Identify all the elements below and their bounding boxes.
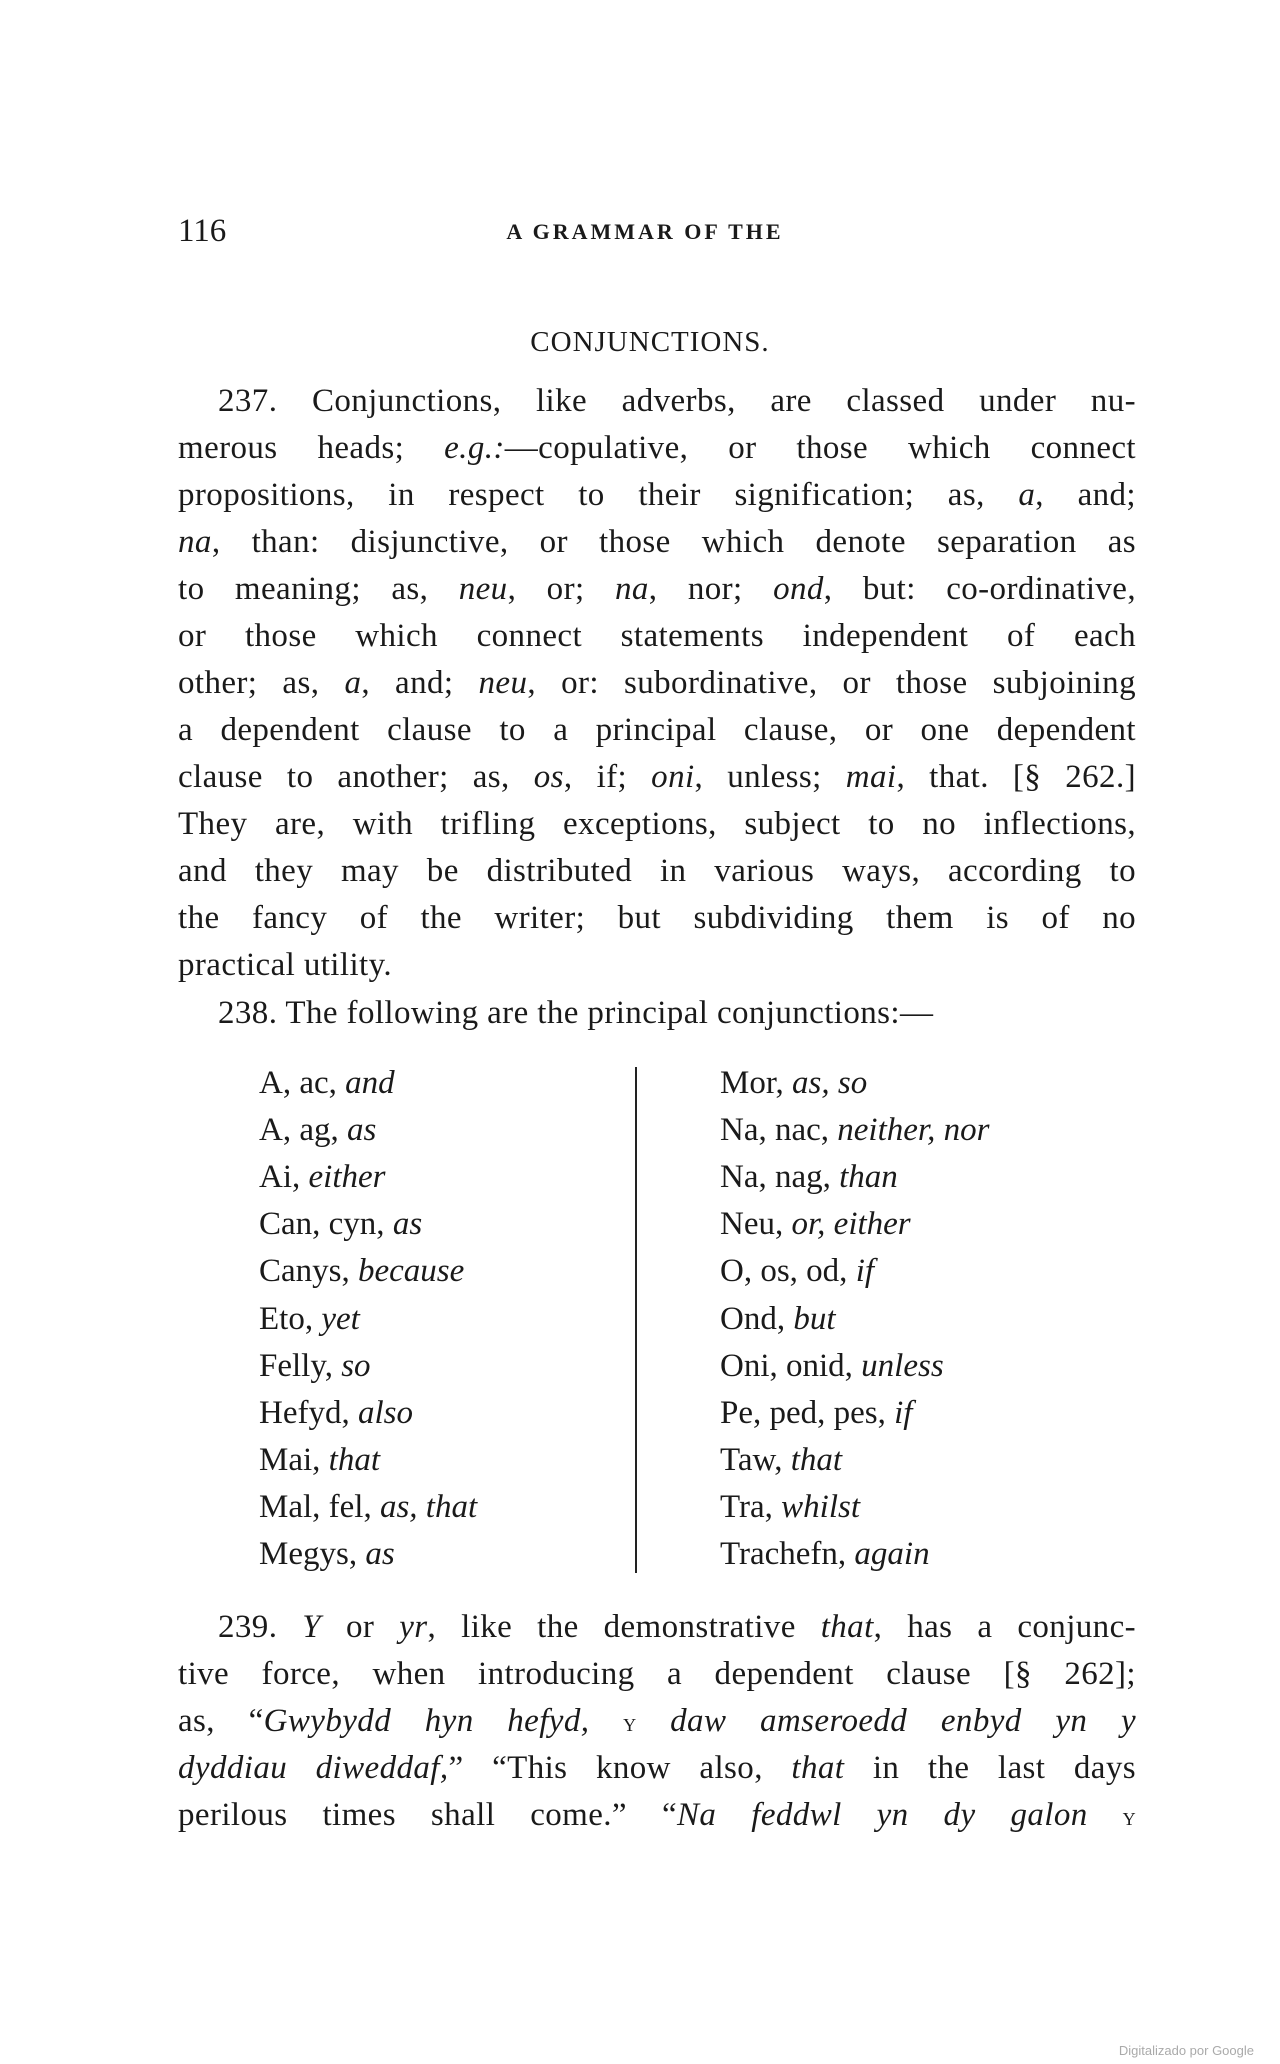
text-segment: Pe, ped, pes, <box>720 1394 895 1431</box>
italic-text: as <box>365 1536 395 1572</box>
italic-text: neu <box>458 571 508 607</box>
text-segment: tive force, when introducing a dependent clause [§ 262]; <box>178 1656 1136 1692</box>
text-segment: O, os, od, <box>720 1253 856 1290</box>
text-line <box>178 472 1136 519</box>
italic-text: a <box>1018 477 1036 513</box>
text-segment: —copulative, or those which connect <box>504 430 1136 466</box>
text-line <box>178 707 1136 754</box>
italic-text: or, either <box>791 1206 911 1243</box>
section-title: CONJUNCTIONS. <box>530 326 770 358</box>
text-segment: Trachefn, <box>720 1536 855 1572</box>
italic-text: na <box>178 524 212 560</box>
text-segment: They are, with trifling exceptions, subject to no inflections, <box>178 806 1136 842</box>
text-segment: ” “This know also, <box>448 1750 792 1786</box>
text-segment: Oni, onid, <box>720 1347 862 1384</box>
italic-text: Na feddwl yn dy galon <box>677 1797 1088 1833</box>
text-segment: , or; <box>507 571 615 607</box>
italic-text: either <box>308 1159 386 1196</box>
text-segment: Canys, <box>259 1253 358 1290</box>
italic-text: Y <box>302 1609 322 1645</box>
italic-text: that <box>328 1441 381 1478</box>
text-segment: , nor; <box>648 571 774 607</box>
italic-text: that <box>790 1441 843 1478</box>
text-segment: Tra, <box>720 1488 782 1525</box>
italic-text: os <box>533 759 564 795</box>
text-segment: , and; <box>361 665 479 701</box>
text-segment: Mal, fel, <box>259 1488 380 1525</box>
italic-text: and <box>345 1065 395 1101</box>
italic-text: ond <box>773 571 824 607</box>
text-segment: Eto, <box>259 1300 322 1337</box>
text-segment: clause to another; as, <box>178 759 534 795</box>
text-segment: y <box>1122 1802 1136 1831</box>
text-segment <box>636 1703 670 1739</box>
page-number: 116 <box>178 213 227 249</box>
text-line <box>218 378 1136 425</box>
text-segment: propositions, in respect to their signification; as, <box>178 477 1019 513</box>
text-segment: Hefyd, <box>259 1394 358 1431</box>
text-segment: , unless; <box>694 759 846 795</box>
text-segment <box>589 1703 623 1739</box>
text-segment: , if; <box>563 759 652 795</box>
text-segment: y <box>623 1708 637 1737</box>
text-segment: the fancy of the writer; but subdividing them is of no <box>178 900 1136 936</box>
text-segment: Ai, <box>259 1159 309 1196</box>
text-segment: A, ac, <box>259 1065 346 1101</box>
text-segment: or <box>321 1609 400 1645</box>
italic-text: a <box>344 665 362 701</box>
text-segment: , that. [§ 262.] <box>896 759 1136 795</box>
text-line <box>178 895 1136 942</box>
italic-text: if <box>855 1253 875 1290</box>
text-segment: Can, cyn, <box>259 1206 393 1243</box>
italic-text: dyddiau diweddaf, <box>178 1750 449 1786</box>
text-line <box>178 1792 1136 1839</box>
text-segment: Ond, <box>720 1300 794 1337</box>
conjunction-entry <box>259 1107 376 1154</box>
italic-text: yr <box>399 1609 428 1645</box>
text-segment: Mai, <box>259 1441 329 1478</box>
conjunction-entry <box>259 1531 395 1578</box>
text-line <box>178 660 1136 707</box>
digitization-watermark: Digitalizado por Google <box>1118 2043 1254 2058</box>
text-segment: , has a conjunc- <box>873 1609 1137 1645</box>
italic-text: as, so <box>792 1065 868 1101</box>
italic-text: neu <box>478 665 528 701</box>
text-segment: 237. Conjunctions, like adverbs, are classed under nu- <box>218 383 1136 419</box>
text-segment: , than: disjunctive, or those which denote separation as <box>211 524 1136 560</box>
conjunction-entry <box>720 1248 874 1295</box>
conjunction-entry <box>259 1390 413 1437</box>
conjunction-entry <box>259 1060 395 1107</box>
conjunction-entry <box>720 1107 989 1154</box>
italic-text: that <box>791 1750 845 1786</box>
text-segment: Felly, <box>259 1347 342 1384</box>
conjunction-entry <box>259 1201 422 1248</box>
conjunction-entry <box>720 1390 912 1437</box>
italic-text: if <box>894 1394 913 1431</box>
text-line <box>178 1745 1136 1792</box>
text-segment: or those which connect statements independent of each <box>178 618 1136 654</box>
text-line <box>178 519 1136 566</box>
text-segment: , and; <box>1035 477 1136 513</box>
italic-text: daw amseroedd enbyd yn y <box>670 1703 1136 1739</box>
text-segment: A, ag, <box>259 1112 347 1149</box>
text-segment: Na, nac, <box>720 1112 838 1149</box>
text-line <box>178 1698 1136 1745</box>
text-line <box>178 754 1136 801</box>
text-segment: 239. <box>218 1609 303 1645</box>
italic-text: that <box>820 1609 874 1645</box>
text-segment: to meaning; as, <box>178 571 459 607</box>
text-line <box>178 1651 1136 1698</box>
italic-text: na <box>614 571 649 607</box>
text-segment: practical utility. <box>178 947 392 983</box>
conjunction-entry <box>259 1154 385 1201</box>
paragraph-238: 238. The following are the principal conjunctions:— <box>218 995 934 1031</box>
text-segment: and they may be distributed in various ways, according to <box>178 853 1136 889</box>
text-segment: Na, nag, <box>720 1159 840 1196</box>
italic-text: also <box>357 1394 413 1431</box>
italic-text: whilst <box>781 1488 860 1525</box>
italic-text: than <box>839 1159 898 1196</box>
text-segment: perilous times shall come.” “ <box>178 1797 677 1833</box>
text-segment: Taw, <box>720 1441 791 1478</box>
text-segment: Megys, <box>259 1536 366 1572</box>
italic-text: mai <box>845 759 897 795</box>
italic-text: again <box>854 1536 930 1572</box>
conjunction-entry <box>259 1296 360 1343</box>
text-segment: Neu, <box>720 1206 792 1243</box>
text-line <box>178 425 1136 472</box>
italic-text: but <box>793 1300 836 1337</box>
conjunction-entry <box>720 1484 860 1531</box>
text-segment: other; as, <box>178 665 345 701</box>
conjunction-entry <box>720 1437 842 1484</box>
italic-text: unless <box>861 1347 944 1384</box>
running-head: A GRAMMAR OF THE <box>506 219 784 244</box>
italic-text: as, that <box>379 1488 478 1525</box>
text-line <box>178 942 1136 989</box>
conjunction-entry <box>720 1531 930 1578</box>
italic-text: neither, nor <box>837 1112 990 1149</box>
conjunction-entry <box>720 1343 944 1390</box>
text-line <box>178 848 1136 895</box>
conjunction-entry <box>259 1437 380 1484</box>
conjunction-entry <box>720 1154 898 1201</box>
italic-text: so <box>341 1347 371 1384</box>
italic-text: yet <box>321 1300 360 1337</box>
conjunction-entry <box>259 1343 371 1390</box>
text-segment <box>1088 1797 1123 1833</box>
italic-text: as <box>346 1112 377 1149</box>
italic-text: Gwybydd hyn hefyd, <box>263 1703 590 1739</box>
text-segment: , but: co-ordinative, <box>823 571 1136 607</box>
text-segment: a dependent clause to a principal clause, or one dependent <box>178 712 1136 748</box>
conjunction-entry <box>259 1484 477 1531</box>
conjunction-entry <box>720 1060 867 1107</box>
text-segment: , like the demonstrative <box>427 1609 821 1645</box>
text-segment: as, “ <box>178 1703 264 1739</box>
text-line <box>178 613 1136 660</box>
text-segment: merous heads; <box>178 430 445 466</box>
italic-text: because <box>358 1253 465 1290</box>
text-segment: in the last days <box>844 1750 1136 1786</box>
text-segment: , or: subordinative, or those subjoining <box>527 665 1136 701</box>
column-divider <box>635 1067 637 1573</box>
conjunction-entry <box>259 1248 464 1295</box>
text-line <box>178 801 1136 848</box>
conjunction-entry <box>720 1201 911 1248</box>
italic-text: as <box>392 1206 423 1243</box>
italic-text: e.g.: <box>444 430 505 466</box>
italic-text: oni <box>651 759 695 795</box>
text-line <box>218 1604 1136 1651</box>
conjunction-entry <box>720 1296 836 1343</box>
text-segment: Mor, <box>720 1065 793 1101</box>
text-line <box>178 566 1136 613</box>
